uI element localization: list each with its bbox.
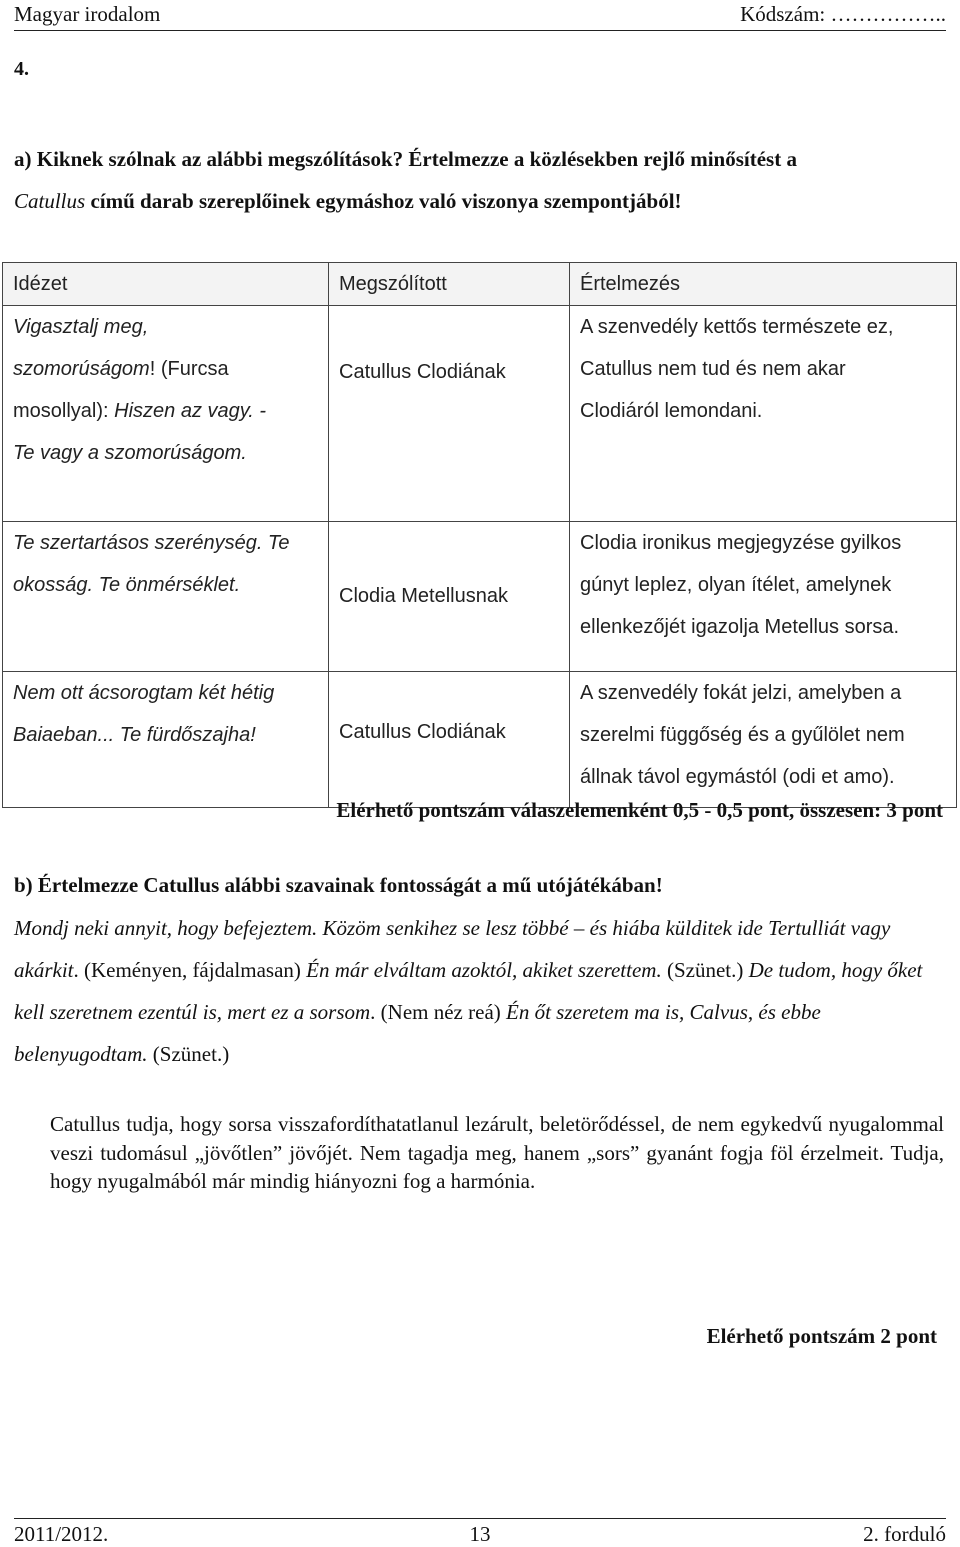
question-a bbox=[14, 138, 946, 222]
interpretation-line: ellenkezőjét igazolja Metellus sorsa. bbox=[580, 616, 900, 638]
quote-line bbox=[13, 564, 318, 606]
interpretation-line: A szenvedély fokát jelzi, amelyben a bbox=[580, 682, 902, 704]
page-header bbox=[14, 0, 946, 31]
col-header-interpretation: Értelmezés bbox=[570, 263, 957, 306]
interpretation-line: állnak távol egymástól (odi et amo). bbox=[580, 766, 895, 788]
quote-b-segment: Én már elváltam azoktól, akiket szerettem. bbox=[306, 958, 662, 982]
interpretation-line: gúnyt leplez, olyan ítélet, amelynek bbox=[580, 574, 892, 596]
quote-segment: Te szertartásos szerénység. Te bbox=[13, 532, 290, 554]
table-row bbox=[3, 306, 957, 522]
addressee-cell: Catullus Clodiának bbox=[329, 306, 570, 522]
quote-b-segment: Én őt szeretem ma is, Calvus, és ebbe belenyugodtam. bbox=[14, 1000, 821, 1066]
quote-b-segment: . (Keményen, fájdalmasan) bbox=[73, 958, 307, 982]
quote-segment: ! (Furcsa bbox=[149, 358, 229, 380]
interpretation-line: Clodia ironikus megjegyzése gyilkos bbox=[580, 532, 902, 554]
question-a-title: Catullus bbox=[14, 189, 86, 213]
interpretation-cell bbox=[570, 522, 957, 672]
question-a-line2-rest: című darab szereplőinek egymáshoz való viszonya szempontjából! bbox=[85, 189, 682, 213]
footer-page-number: 13 bbox=[469, 1522, 491, 1546]
quote-b-segment: De tudom, hogy őket kell szeretnem ezentúl is, mert ez a sorsom bbox=[14, 958, 923, 1024]
footer-year: 2011/2012. bbox=[14, 1522, 109, 1546]
quote-cell bbox=[3, 306, 329, 522]
quote-segment: Hiszen az vagy. - bbox=[114, 400, 267, 422]
points-b: Elérhető pontszám 2 pont bbox=[706, 1324, 937, 1348]
quote-b-segment: (Szünet.) bbox=[661, 958, 749, 982]
answer-b: Catullus tudja, hogy sorsa visszafordíthatatlanul lezárult, beletörődéssel, de nem egykedvű nyugalommal veszi tudomásul „jövőtlen” jövőjét. Nem tagadja meg, hanem „sors” gyanánt fogja föl érzelmeit. Tudja, hogy nyugalmából már mindig hiányozni fog a harmónia. bbox=[50, 1112, 944, 1193]
quote-b-segment: . (Nem néz reá) bbox=[370, 1000, 507, 1024]
question-b: b) Értelmezze Catullus alábbi szavainak fontosságát a mű utójátékában! bbox=[14, 873, 663, 897]
quote-b-segment: (Szünet.) bbox=[147, 1042, 230, 1066]
header-code-label: Kódszám: …………….. bbox=[740, 2, 946, 26]
footer-round: 2. forduló bbox=[863, 1522, 946, 1546]
header-code bbox=[740, 0, 946, 28]
quote-segment: Vigasztalj meg, bbox=[13, 316, 149, 338]
quote-line bbox=[13, 672, 318, 714]
table-header-row bbox=[3, 263, 957, 306]
quote-b bbox=[14, 907, 946, 1075]
quote-line bbox=[13, 348, 318, 390]
interpretation-line: Clodiáról lemondani. bbox=[580, 400, 763, 422]
table-row bbox=[3, 522, 957, 672]
answer-table bbox=[2, 262, 957, 808]
col-header-addressee: Megszólított bbox=[329, 263, 570, 306]
interpretation-line: szerelmi függőség és a gyűlölet nem bbox=[580, 724, 905, 746]
table-row bbox=[3, 672, 957, 808]
question-a-line2 bbox=[14, 180, 946, 222]
quote-b-segment: Mondj neki annyit, hogy befejeztem. Közöm senkihez se lesz többé – és hiába külditek ide Tertulliát vagy akárkit bbox=[14, 916, 891, 982]
quote-line bbox=[13, 306, 318, 348]
interpretation-cell bbox=[570, 672, 957, 808]
page-footer bbox=[14, 1518, 946, 1547]
quote-cell bbox=[3, 522, 329, 672]
quote-segment: Nem ott ácsorogtam két hétig bbox=[13, 682, 275, 704]
quote-segment: okosság. Te önmérséklet. bbox=[13, 574, 241, 596]
quote-segment: mosollyal): bbox=[13, 400, 115, 422]
interpretation-line: Catullus nem tud és nem akar bbox=[580, 358, 846, 380]
col-header-quote: Idézet bbox=[3, 263, 329, 306]
quote-segment: Te vagy a szomorúságom. bbox=[13, 442, 247, 464]
header-subject: Magyar irodalom bbox=[14, 2, 161, 26]
quote-segment: szomorúságom bbox=[13, 358, 150, 380]
interpretation-line: A szenvedély kettős természete ez, bbox=[580, 316, 894, 338]
quote-line bbox=[13, 714, 318, 756]
quote-cell bbox=[3, 672, 329, 808]
interpretation-cell bbox=[570, 306, 957, 522]
addressee-cell: Catullus Clodiának bbox=[329, 672, 570, 808]
points-a: Elérhető pontszám válaszelemenként 0,5 - 0,5 pont, összesen: 3 pont bbox=[336, 798, 943, 822]
addressee-cell: Clodia Metellusnak bbox=[329, 522, 570, 672]
question-a-line1: a) Kiknek szólnak az alábbi megszólítások? Értelmezze a közlésekben rejlő minősítést a bbox=[14, 147, 797, 171]
quote-line bbox=[13, 432, 318, 474]
quote-line bbox=[13, 390, 318, 432]
task-number: 4. bbox=[14, 58, 29, 80]
quote-segment: Baiaeban... Te fürdőszajha! bbox=[13, 724, 256, 746]
quote-line bbox=[13, 522, 318, 564]
